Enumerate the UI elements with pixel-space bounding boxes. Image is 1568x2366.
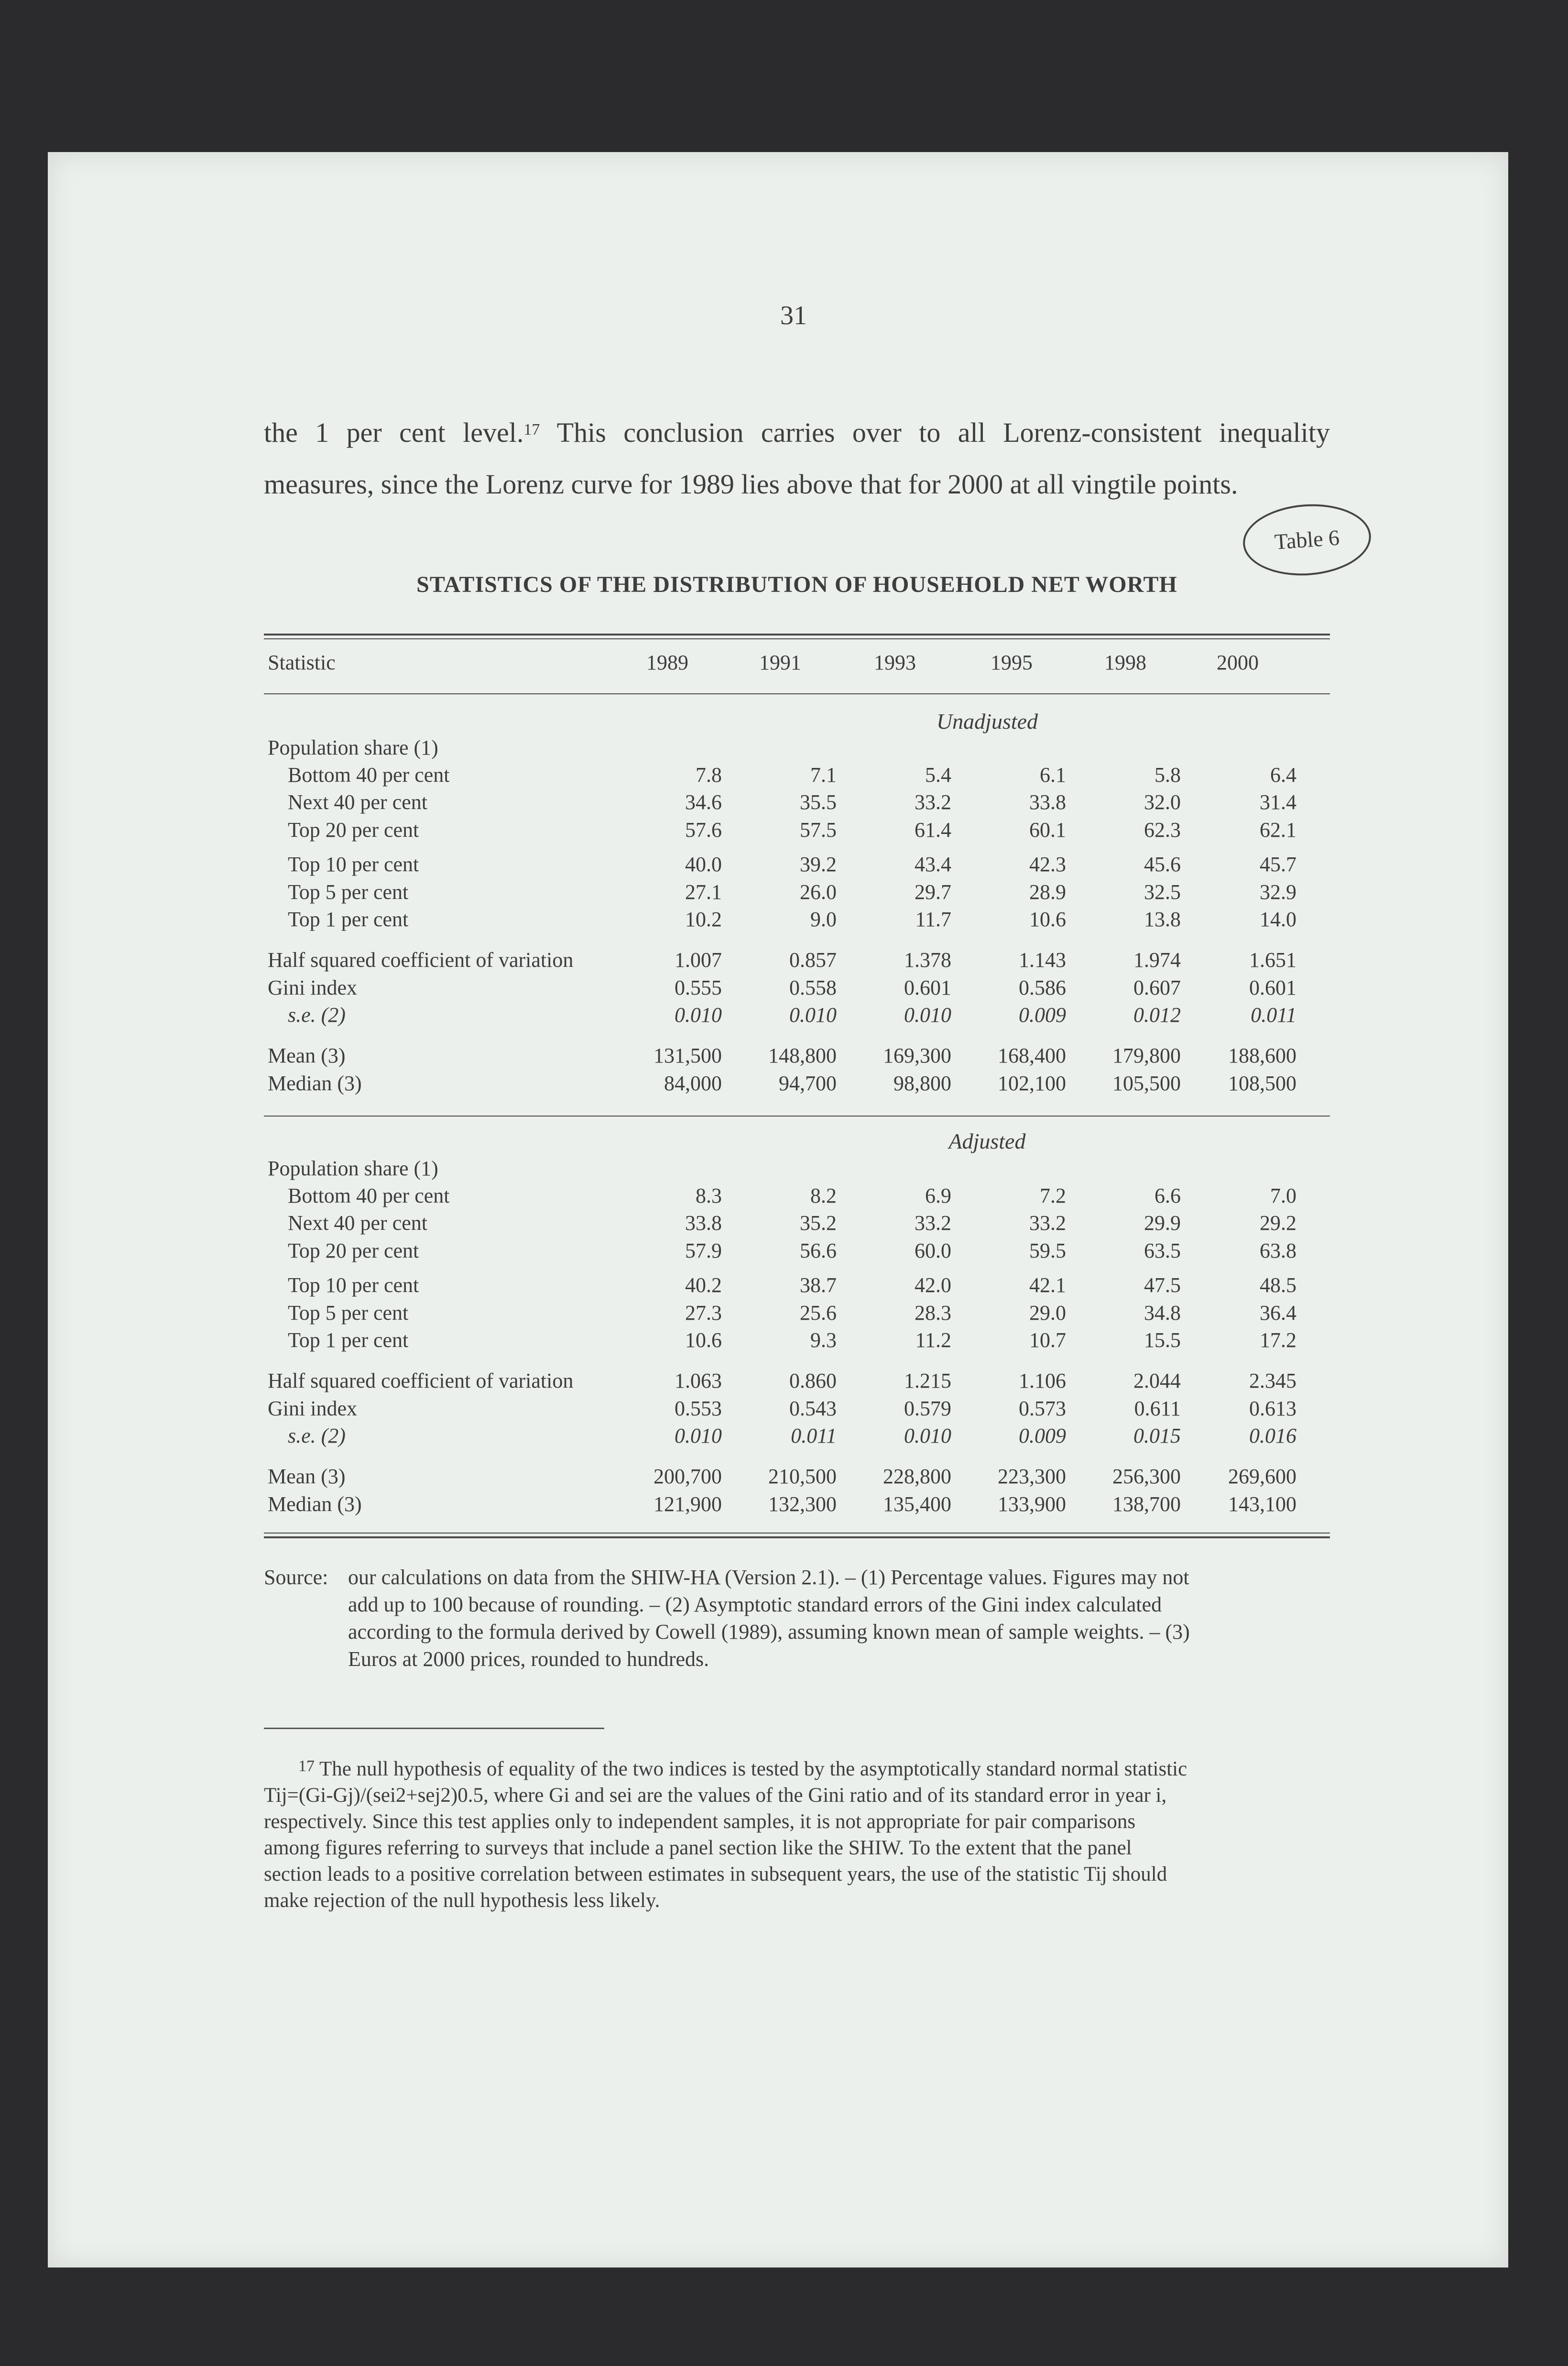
table-cell: 188,600 <box>1228 1044 1296 1067</box>
table-cell: 121,900 <box>653 1492 722 1516</box>
table-cell: 0.586 <box>1019 976 1066 999</box>
table-cell: 57.6 <box>685 818 722 842</box>
row-label: Top 20 per cent <box>288 1239 419 1262</box>
table-cell: 47.5 <box>1144 1273 1181 1297</box>
table-ref-annotation: Table 6 <box>1241 500 1373 580</box>
source-text <box>348 1564 1330 1673</box>
section-unadjusted: Unadjusted <box>936 709 1038 734</box>
row-label: Median (3) <box>268 1492 362 1516</box>
row-label: s.e. (2) <box>288 1424 346 1447</box>
table-cell: 228,800 <box>883 1465 951 1488</box>
table-cell: 0.016 <box>1249 1424 1296 1447</box>
footnote-separator <box>264 1728 604 1729</box>
table-cell: 0.601 <box>904 976 951 999</box>
table-cell: 33.8 <box>685 1211 722 1235</box>
table-cell: 10.6 <box>1029 908 1066 931</box>
source-label: Source: <box>264 1566 328 1589</box>
table-cell: 131,500 <box>653 1044 722 1067</box>
table-cell: 10.2 <box>685 908 722 931</box>
header-statistic: Statistic <box>268 651 336 674</box>
table-cell: 0.010 <box>904 1424 951 1447</box>
table-cell: 60.1 <box>1029 818 1066 842</box>
footnote-line-text: The null hypothesis of equality of the two indices is tested by the asymptotically standard normal statistic <box>319 1758 1187 1780</box>
row-label: Top 5 per cent <box>288 880 409 904</box>
table-cell: 132,300 <box>768 1492 837 1516</box>
header-rule <box>264 693 1330 694</box>
table-cell: 210,500 <box>768 1465 837 1488</box>
table-cell: 0.015 <box>1133 1424 1181 1447</box>
table-cell: 5.4 <box>925 763 951 787</box>
table-cell: 6.4 <box>1270 763 1296 787</box>
table-cell: 0.011 <box>791 1424 837 1447</box>
table-cell: 5.8 <box>1154 763 1181 787</box>
table-cell: 10.6 <box>685 1328 722 1352</box>
footnote-ref: 17 <box>523 421 540 438</box>
source-line: Euros at 2000 prices, rounded to hundreds. <box>348 1647 709 1671</box>
table-top-rule <box>264 634 1330 635</box>
header-1995: 1995 <box>991 651 1033 674</box>
row-label: Top 1 per cent <box>288 908 409 931</box>
row-label: Mean (3) <box>268 1044 346 1067</box>
row-label: Gini index <box>268 1397 357 1420</box>
table-bottom-rule <box>264 1533 1330 1534</box>
row-label: Top 10 per cent <box>288 853 419 876</box>
table-cell: 0.009 <box>1019 1424 1066 1447</box>
footnote-line: respectively. Since this test applies only to independent samples, it is not appropriate for pair comparisons <box>264 1810 1136 1833</box>
table-cell: 98,800 <box>893 1072 951 1095</box>
table-cell: 10.7 <box>1029 1328 1066 1352</box>
row-label: Bottom 40 per cent <box>288 763 450 787</box>
table-cell: 0.553 <box>675 1397 722 1420</box>
footnote-line: section leads to a positive correlation between estimates in subsequent years, the use of the statistic Tij should <box>264 1863 1167 1885</box>
page-number: 31 <box>780 301 807 330</box>
table-cell: 11.7 <box>915 908 951 931</box>
table-cell: 223,300 <box>998 1465 1066 1488</box>
table-cell: 27.3 <box>685 1301 722 1325</box>
header-2000: 2000 <box>1217 651 1259 674</box>
table-cell: 7.0 <box>1270 1184 1296 1207</box>
row-label: Bottom 40 per cent <box>288 1184 450 1207</box>
table-cell: 7.2 <box>1040 1184 1066 1207</box>
table-cell: 31.4 <box>1260 790 1296 814</box>
row-label: Top 10 per cent <box>288 1273 419 1297</box>
section-rule <box>264 1116 1330 1117</box>
table-cell: 40.2 <box>685 1273 722 1297</box>
table-cell: 26.0 <box>800 880 837 904</box>
table-cell: 59.5 <box>1029 1239 1066 1262</box>
table-cell: 14.0 <box>1260 908 1296 931</box>
table-cell: 0.012 <box>1133 1003 1181 1027</box>
table-cell: 29.0 <box>1029 1301 1066 1325</box>
table-cell: 33.8 <box>1029 790 1066 814</box>
table-cell: 9.0 <box>810 908 837 931</box>
table-cell: 2.044 <box>1133 1369 1181 1392</box>
body-text-rest: This conclusion carries over to all Lorenz-consistent inequality <box>540 417 1330 448</box>
footnote-line <box>264 1756 1328 1782</box>
table-cell: 169,300 <box>883 1044 951 1067</box>
group-label: Population share (1) <box>268 736 438 759</box>
footnote <box>264 1756 1328 1914</box>
table-cell: 8.2 <box>810 1184 837 1207</box>
table-cell: 0.011 <box>1251 1003 1296 1027</box>
source-line: add up to 100 because of rounding. – (2) Asymptotic standard errors of the Gini index calculated <box>348 1593 1162 1616</box>
table-cell: 48.5 <box>1260 1273 1296 1297</box>
table-cell: 105,500 <box>1112 1072 1181 1095</box>
row-label: Top 5 per cent <box>288 1301 409 1325</box>
body-text-start: the 1 per cent level. <box>264 417 524 448</box>
table-cell: 1.378 <box>904 948 951 972</box>
table-cell: 61.4 <box>915 818 951 842</box>
table-cell: 39.2 <box>800 853 837 876</box>
table-cell: 36.4 <box>1260 1301 1296 1325</box>
table-cell: 1.143 <box>1019 948 1066 972</box>
table-cell: 34.8 <box>1144 1301 1181 1325</box>
table-cell: 1.106 <box>1019 1369 1066 1392</box>
table-cell: 1.063 <box>675 1369 722 1392</box>
table-cell: 6.6 <box>1154 1184 1181 1207</box>
row-label: Top 20 per cent <box>288 818 419 842</box>
table-cell: 143,100 <box>1228 1492 1296 1516</box>
table-cell: 27.1 <box>685 880 722 904</box>
table-cell: 0.558 <box>789 976 837 999</box>
table-cell: 32.5 <box>1144 880 1181 904</box>
table-cell: 35.5 <box>800 790 837 814</box>
table-cell: 45.7 <box>1260 853 1296 876</box>
table-cell: 1.974 <box>1133 948 1181 972</box>
table-cell: 256,300 <box>1112 1465 1181 1488</box>
table-cell: 168,400 <box>998 1044 1066 1067</box>
footnote-line: Tij=(Gi-Gj)/(sei2+sej2)0.5, where Gi and sei are the values of the Gini ratio and of its standard error in year i, <box>264 1784 1167 1807</box>
table-cell: 63.8 <box>1260 1239 1296 1262</box>
table-cell: 0.579 <box>904 1397 951 1420</box>
table-cell: 60.0 <box>915 1239 951 1262</box>
table-cell: 57.9 <box>685 1239 722 1262</box>
table-cell: 0.543 <box>789 1397 837 1420</box>
table-cell: 42.1 <box>1029 1273 1066 1297</box>
table-cell: 108,500 <box>1228 1072 1296 1095</box>
row-label: Half squared coefficient of variation <box>268 948 574 972</box>
row-label: Next 40 per cent <box>288 790 427 814</box>
header-1989: 1989 <box>646 651 688 674</box>
row-label: Half squared coefficient of variation <box>268 1369 574 1392</box>
table-cell: 32.9 <box>1260 880 1296 904</box>
table-cell: 38.7 <box>800 1273 837 1297</box>
table-cell: 0.010 <box>675 1003 722 1027</box>
table-cell: 269,600 <box>1228 1465 1296 1488</box>
body-text-line-1 <box>264 406 1330 459</box>
table-cell: 28.3 <box>915 1301 951 1325</box>
table-cell: 0.009 <box>1019 1003 1066 1027</box>
source-line: our calculations on data from the SHIW-HA (Version 2.1). – (1) Percentage values. Figures may not <box>348 1566 1189 1589</box>
table-cell: 0.601 <box>1249 976 1296 999</box>
table-cell: 45.6 <box>1144 853 1181 876</box>
table-cell: 9.3 <box>810 1328 837 1352</box>
row-label: Gini index <box>268 976 357 999</box>
table-title: STATISTICS OF THE DISTRIBUTION OF HOUSEHOLD NET WORTH <box>416 572 1177 597</box>
table-bottom-rule-2 <box>264 1536 1330 1538</box>
table-cell: 0.555 <box>675 976 722 999</box>
footnote-marker: 17 <box>298 1757 315 1775</box>
table-cell: 135,400 <box>883 1492 951 1516</box>
table-cell: 179,800 <box>1112 1044 1181 1067</box>
table-cell: 2.345 <box>1249 1369 1296 1392</box>
table-cell: 148,800 <box>768 1044 837 1067</box>
table-cell: 0.010 <box>904 1003 951 1027</box>
table-cell: 1.007 <box>675 948 722 972</box>
row-label: Next 40 per cent <box>288 1211 427 1235</box>
header-1993: 1993 <box>874 651 916 674</box>
table-cell: 63.5 <box>1144 1239 1181 1262</box>
table-cell: 94,700 <box>779 1072 837 1095</box>
table-cell: 0.010 <box>675 1424 722 1447</box>
table-cell: 0.573 <box>1019 1397 1066 1420</box>
table-cell: 1.215 <box>904 1369 951 1392</box>
table-cell: 1.651 <box>1249 948 1296 972</box>
table-cell: 29.9 <box>1144 1211 1181 1235</box>
table-cell: 42.3 <box>1029 853 1066 876</box>
table-cell: 42.0 <box>915 1273 951 1297</box>
table-cell: 8.3 <box>696 1184 722 1207</box>
table-cell: 0.613 <box>1249 1397 1296 1420</box>
table-cell: 6.1 <box>1040 763 1066 787</box>
table-cell: 35.2 <box>800 1211 837 1235</box>
table-cell: 43.4 <box>915 853 951 876</box>
table-cell: 0.857 <box>789 948 837 972</box>
section-adjusted: Adjusted <box>948 1129 1026 1153</box>
table-cell: 62.3 <box>1144 818 1181 842</box>
table-cell: 0.860 <box>789 1369 837 1392</box>
header-1998: 1998 <box>1104 651 1146 674</box>
table-cell: 40.0 <box>685 853 722 876</box>
table-cell: 200,700 <box>653 1465 722 1488</box>
table-cell: 33.2 <box>915 1211 951 1235</box>
table-cell: 7.1 <box>810 763 837 787</box>
table-cell: 33.2 <box>915 790 951 814</box>
row-label: Mean (3) <box>268 1465 346 1488</box>
table-cell: 6.9 <box>925 1184 951 1207</box>
table-top-rule-2 <box>264 638 1330 639</box>
body-text-line-2: measures, since the Lorenz curve for 1989 lies above that for 2000 at all vingtile points. <box>264 469 1238 500</box>
table-cell: 56.6 <box>800 1239 837 1262</box>
table-cell: 84,000 <box>664 1072 722 1095</box>
table-cell: 28.9 <box>1029 880 1066 904</box>
table-cell: 13.8 <box>1144 908 1181 931</box>
table-cell: 15.5 <box>1144 1328 1181 1352</box>
row-label: s.e. (2) <box>288 1003 346 1027</box>
table-cell: 133,900 <box>998 1492 1066 1516</box>
source-line: according to the formula derived by Cowell (1989), assuming known mean of sample weights. – (3) <box>348 1620 1190 1643</box>
table-cell: 29.7 <box>915 880 951 904</box>
table-cell: 33.2 <box>1029 1211 1066 1235</box>
table-cell: 32.0 <box>1144 790 1181 814</box>
table-cell: 25.6 <box>800 1301 837 1325</box>
table-cell: 102,100 <box>998 1072 1066 1095</box>
table-cell: 0.010 <box>789 1003 837 1027</box>
table-cell: 34.6 <box>685 790 722 814</box>
table-cell: 138,700 <box>1112 1492 1181 1516</box>
row-label: Median (3) <box>268 1072 362 1095</box>
table-cell: 29.2 <box>1260 1211 1296 1235</box>
footnote-line: among figures referring to surveys that include a panel section like the SHIW. To the extent that the panel <box>264 1837 1132 1859</box>
table-cell: 0.611 <box>1134 1397 1181 1420</box>
table-cell: 7.8 <box>696 763 722 787</box>
table-cell: 0.607 <box>1133 976 1181 999</box>
row-label: Top 1 per cent <box>288 1328 409 1352</box>
table-cell: 17.2 <box>1260 1328 1296 1352</box>
table-cell: 57.5 <box>800 818 837 842</box>
table-cell: 11.2 <box>915 1328 951 1352</box>
header-1991: 1991 <box>759 651 801 674</box>
group-label: Population share (1) <box>268 1157 438 1180</box>
footnote-line: make rejection of the null hypothesis less likely. <box>264 1889 660 1912</box>
table-cell: 62.1 <box>1260 818 1296 842</box>
